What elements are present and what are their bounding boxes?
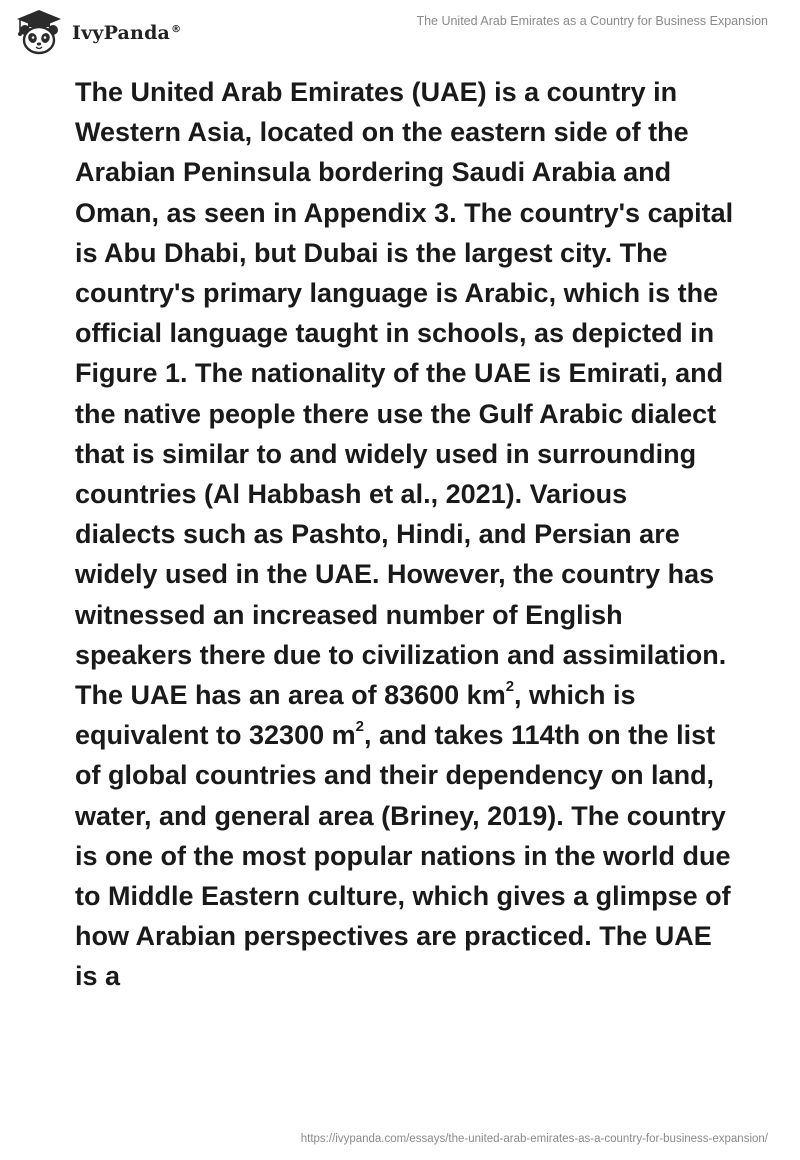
essay-body [75, 72, 735, 997]
registered-mark: ® [171, 23, 182, 35]
paragraph-text-part-2: , which is equivalent to 32300 m [75, 680, 636, 751]
essay-paragraph [75, 72, 735, 997]
logo-text: IvyPanda [72, 22, 171, 44]
paragraph-text-part-3: , and takes 114th on the list of global countries and their dependency on land, water, and general area (Briney, 2019). The country is one of the most popular nations in the world due to Middle Eastern culture, which gives a glimpse of how Arabian perspectives are practiced. The UAE is a [75, 720, 731, 992]
paragraph-text-part-1: The United Arab Emirates (UAE) is a country in Western Asia, located on the eastern side of the Arabian Peninsula bordering Saudi Arabia and Oman, as seen in Appendix 3. The country's capital is Abu Dhabi, but Dubai is the largest city. The country's primary language is Arabic, which is the official language taught in schools, as depicted in Figure 1. The nationality of the UAE is Emirati, and the native people there use the Gulf Arabic dialect that is similar to and widely used in surrounding countries (Al Habbash et al., 2021). Various dialects such as Pashto, Hindi, and Persian are widely used in the UAE. However, the country has witnessed an increased number of English speakers there due to civilization and assimilation. The UAE has an area of 83600 km [75, 77, 734, 711]
source-url-link[interactable]: https://ivypanda.com/essays/the-united-arab-emirates-as-a-country-for-business-expansion/ [300, 1133, 768, 1145]
panda-graduation-cap-icon [14, 9, 64, 55]
superscript-squared: 2 [505, 678, 515, 696]
page-header [0, 0, 800, 64]
logo-wordmark [72, 22, 181, 44]
ivypanda-logo[interactable] [14, 9, 181, 55]
superscript-squared: 2 [355, 718, 364, 736]
document-title: The United Arab Emirates as a Country for Business Expansion [416, 14, 768, 28]
